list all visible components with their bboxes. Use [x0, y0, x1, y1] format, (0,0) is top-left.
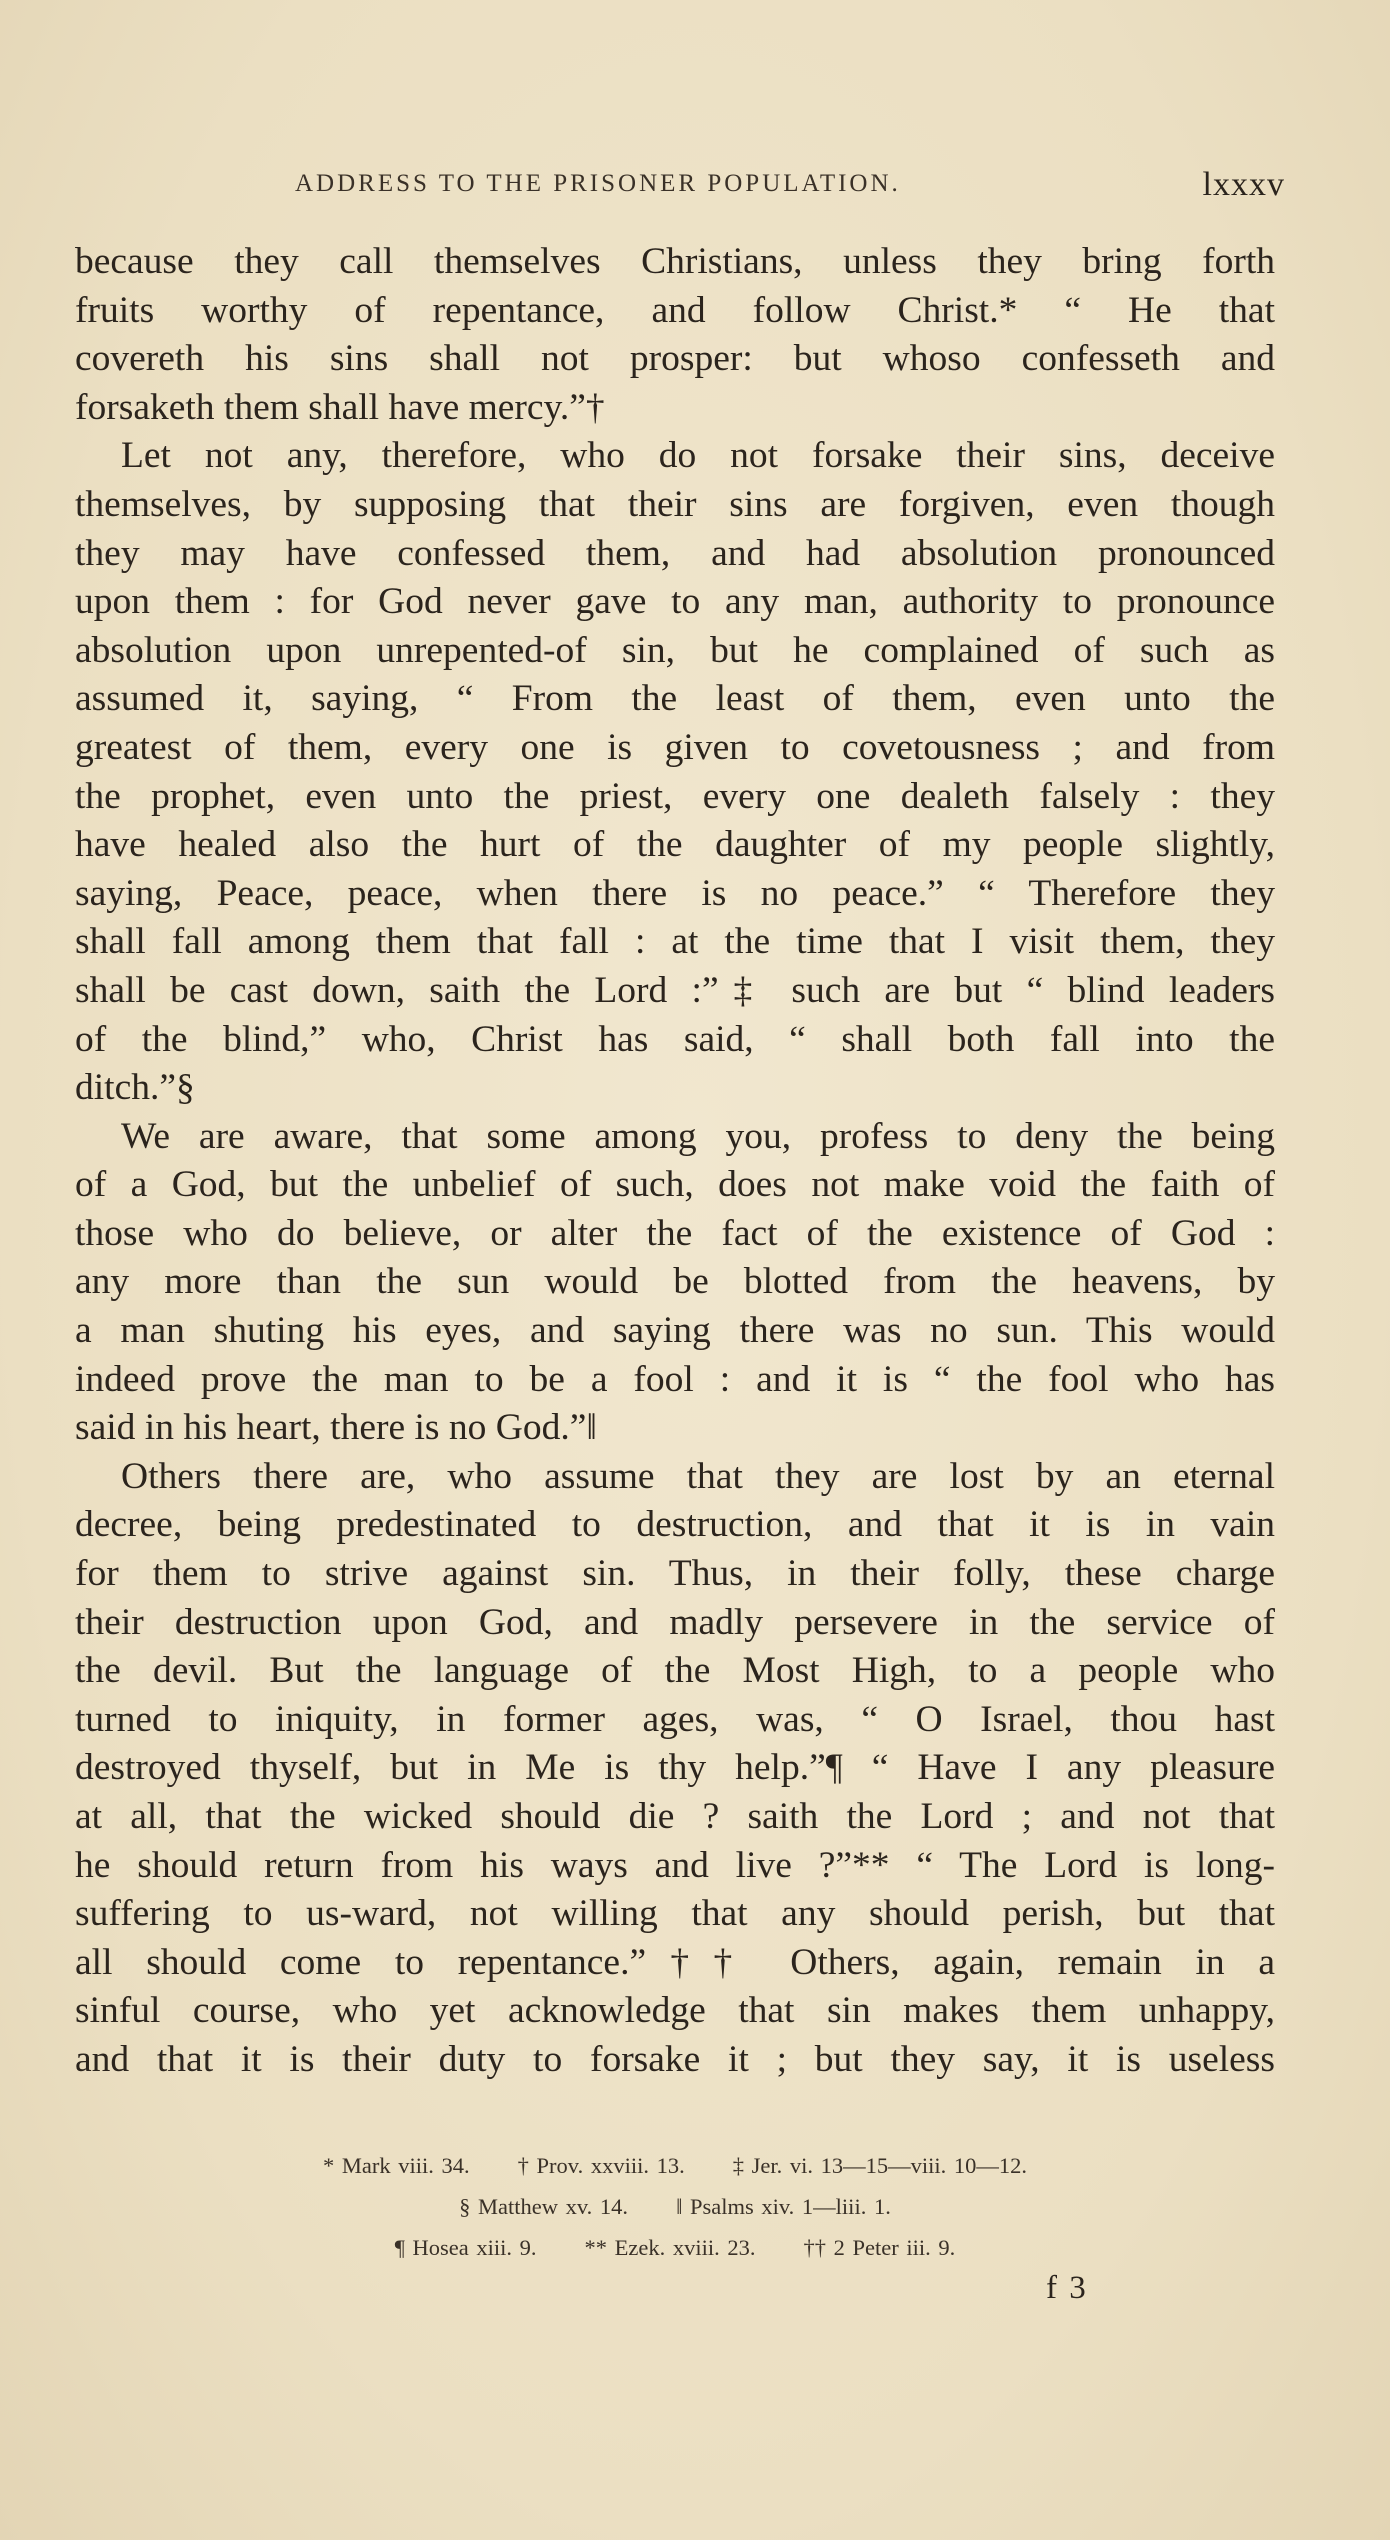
text-line: Others there are, who assume that they are lost by an eternal — [121, 1455, 1275, 1497]
text-line: We are aware, that some among you, profess to deny the being — [121, 1115, 1275, 1157]
text-line: saying, Peace, peace, when there is no peace.” “ Therefore they — [75, 872, 1275, 914]
running-head — [75, 166, 1285, 210]
text-line: shall be cast down, saith the Lord :”‡ such are but “ blind leaders — [75, 969, 1275, 1011]
text-line: Let not any, therefore, who do not forsake their sins, deceive — [121, 435, 1275, 477]
text-line: they may have confessed them, and had absolution pronounced — [75, 532, 1275, 574]
text-line: fruits worthy of repentance, and follow Christ.* “ He that — [75, 289, 1275, 331]
text-line: decree, being predestinated to destruction, and that it is in vain — [75, 1504, 1275, 1546]
footnote: ‖ Psalms xiv. 1—liii. 1. — [676, 2194, 891, 2219]
text-line: ditch.”§ — [75, 1067, 195, 1109]
footnote: § Matthew xv. 14. — [459, 2194, 629, 2219]
text-line: the prophet, even unto the priest, every one dealeth falsely : they — [75, 775, 1275, 817]
text-line: greatest of them, every one is given to covetousness ; and from — [75, 726, 1275, 768]
text-line: forsaketh them shall have mercy.”† — [75, 386, 605, 428]
body-text — [75, 238, 1275, 2085]
text-line: covereth his sins shall not prosper: but whoso confesseth and — [75, 338, 1275, 380]
printer-signature: f 3 — [1046, 2270, 1088, 2306]
text-line: at all, that the wicked should die ? saith the Lord ; and not that — [75, 1796, 1275, 1837]
footnote: †† 2 Peter iii. 9. — [803, 2235, 956, 2260]
text-line: turned to iniquity, in former ages, was, “ O Israel, thou hast — [75, 1698, 1275, 1740]
page-number: lxxxv — [1202, 166, 1285, 203]
text-line: assumed it, saying, “ From the least of them, even unto the — [75, 678, 1275, 720]
text-line: said in his heart, there is no God.”‖ — [75, 1407, 597, 1449]
text-line: of a God, but the unbelief of such, does not make void the faith of — [75, 1164, 1275, 1206]
footnote-row — [75, 2227, 1275, 2268]
text-line: for them to strive against sin. Thus, in their folly, these charge — [75, 1553, 1275, 1595]
text-line: the devil. But the language of the Most High, to a people who — [75, 1650, 1275, 1692]
text-line: suffering to us-ward, not willing that any should perish, but that — [75, 1893, 1275, 1935]
footnote: † Prov. xxviii. 13. — [517, 2153, 685, 2178]
text-line: destroyed thyself, but in Me is thy help.”¶ “ Have I any pleasure — [75, 1747, 1275, 1789]
text-line: sinful course, who yet acknowledge that sin makes them unhappy, — [75, 1990, 1275, 2032]
footnotes — [75, 2145, 1275, 2268]
text-line: any more than the sun would be blotted from the heavens, by — [75, 1261, 1275, 1303]
text-line: indeed prove the man to be a fool : and it is “ the fool who has — [75, 1358, 1275, 1400]
text-line: themselves, by supposing that their sins are forgiven, even though — [75, 483, 1275, 525]
footnote: ¶ Hosea xiii. 9. — [394, 2235, 537, 2260]
footnote: * Mark viii. 34. — [323, 2153, 470, 2178]
text-line: their destruction upon God, and madly persevere in the service of — [75, 1601, 1275, 1643]
text-line: upon them : for God never gave to any man, authority to pronounce — [75, 581, 1275, 623]
text-line: shall fall among them that fall : at the time that I visit them, they — [75, 921, 1275, 963]
text-line: all should come to repentance.”†† Others, again, remain in a — [75, 1941, 1275, 1983]
footnote-row — [75, 2186, 1275, 2227]
footnote: ** Ezek. xviii. 23. — [584, 2235, 756, 2260]
text-line: those who do believe, or alter the fact of the existence of God : — [75, 1212, 1275, 1254]
text-line: and that it is their duty to forsake it ; but they say, it is useless — [75, 2038, 1275, 2080]
footnote: ‡ Jer. vi. 13—15—viii. 10—12. — [732, 2153, 1027, 2178]
text-line: absolution upon unrepented-of sin, but he complained of such as — [75, 629, 1275, 671]
text-line: have healed also the hurt of the daughter of my people slightly, — [75, 824, 1275, 866]
text-line: because they call themselves Christians, unless they bring forth — [75, 241, 1275, 282]
text-line: he should return from his ways and live ?”** “ The Lord is long- — [75, 1844, 1275, 1886]
running-title: ADDRESS TO THE PRISONER POPULATION. — [295, 170, 901, 197]
text-line: a man shuting his eyes, and saying there was no sun. This would — [75, 1310, 1275, 1352]
text-line: of the blind,” who, Christ has said, “ shall both fall into the — [75, 1018, 1275, 1060]
footnote-row — [75, 2145, 1275, 2186]
